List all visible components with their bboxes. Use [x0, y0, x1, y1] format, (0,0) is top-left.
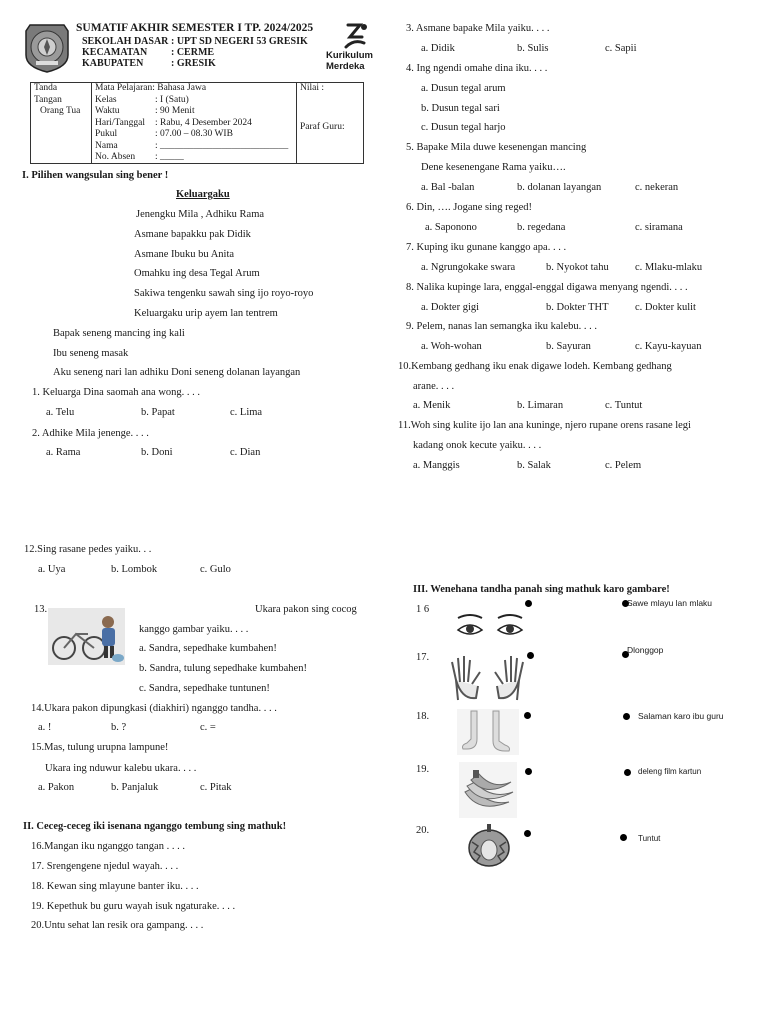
q13-option-b[interactable]: b. Sandra, tulung sepedhake kumbahen! [139, 663, 307, 674]
q2-option-a[interactable]: a. Rama [46, 447, 81, 458]
q4-option-a[interactable]: a. Dusun tegal arum [421, 83, 506, 94]
match-number-17: 17. [416, 652, 430, 663]
question-2: 2. Adhike Mila jenenge. . . . [32, 428, 149, 439]
kecamatan-label: KECAMATAN [82, 47, 148, 58]
question-11-cont: kadang onok kecute yaiku. . . . [413, 440, 542, 451]
question-14: 14.Ukara pakon dipungkasi (diakhiri) nganggo tandha. . . . [31, 703, 277, 714]
q10-option-b[interactable]: b. Limaran [517, 400, 564, 411]
match-dot-left[interactable] [525, 600, 532, 607]
story-line: Keluargaku urip ayem lan tentrem [134, 308, 278, 319]
q14-option-a[interactable]: a. ! [38, 722, 52, 733]
q8-option-a[interactable]: a. Dokter gigi [421, 302, 480, 313]
q12-option-c[interactable]: c. Gulo [200, 564, 231, 575]
question-4: 4. Ing ngendi omahe dina iku. . . . [406, 63, 548, 74]
q6-option-b[interactable]: b. regedana [517, 222, 566, 233]
section3-title: III. Wenehana tandha panah sing mathuk karo gambare! [413, 584, 670, 595]
story-title: Keluargaku [176, 189, 230, 200]
question-10: 10.Kembang gedhang iku enak digawe lodeh. Kembang gedhang [398, 361, 672, 372]
student-info-table [30, 82, 364, 164]
q6-option-a[interactable]: a. Saponono [425, 222, 477, 233]
q7-option-a[interactable]: a. Ngrungokake swara [421, 262, 516, 273]
q14-option-c[interactable]: c. = [200, 722, 216, 733]
question-15-cont: Ukara ing nduwur kalebu ukara. . . . [45, 763, 197, 774]
q15-option-a[interactable]: a. Pakon [38, 782, 75, 793]
section2-title: II. Ceceg-ceceg iki isenana nganggo tembung sing mathuk! [23, 821, 287, 832]
feet-icon [457, 709, 519, 755]
q5-option-b[interactable]: b. dolanan layangan [517, 182, 602, 193]
story-line: Omahku ing desa Tegal Arum [134, 268, 260, 279]
q3-option-c[interactable]: c. Sapii [605, 43, 637, 54]
match-dot-right[interactable] [624, 769, 631, 776]
question-5: 5. Bapake Mila duwe kesenengan mancing [406, 142, 587, 153]
question-7: 7. Kuping iku gunane kanggo apa. . . . [406, 242, 567, 253]
fill-item-16[interactable]: 16.Mangan iku nganggo tangan . . . . [31, 841, 185, 852]
q3-option-b[interactable]: b. Sulis [517, 43, 549, 54]
q7-option-b[interactable]: b. Nyokot tahu [546, 262, 609, 273]
q1-option-c[interactable]: c. Lima [230, 407, 263, 418]
question-6: 6. Din, …. Jogane sing reged! [406, 202, 532, 213]
q12-option-a[interactable]: a. Uya [38, 564, 66, 575]
story-line: Sakiwa tengenku sawah sing ijo royo-royo [134, 288, 314, 299]
question-9: 9. Pelem, nanas lan semangka iku kalebu. . . . [406, 321, 597, 332]
question-13-cont: kanggo gambar yaiku. . . . [139, 624, 249, 635]
q15-option-c[interactable]: c. Pitak [200, 782, 232, 793]
eyes-icon [455, 612, 525, 642]
section1-title: I. Pilihen wangsulan sing bener ! [22, 170, 169, 181]
q1-option-b[interactable]: b. Papat [141, 407, 175, 418]
q4-option-c[interactable]: c. Dusun tegal harjo [421, 122, 506, 133]
match-dot-left[interactable] [527, 652, 534, 659]
match-dot-left[interactable] [525, 768, 532, 775]
match-dot-right[interactable] [623, 713, 630, 720]
school-value: : UPT SD NEGERI 53 GRESIK [171, 36, 308, 47]
question-1: 1. Keluarga Dina saomah ana wong. . . . [32, 387, 201, 398]
match-answer-2: Dlonggop [627, 645, 664, 655]
story-line: Aku seneng nari lan adhiku Doni seneng dolanan layangan [53, 367, 301, 378]
absen-field[interactable]: : _____ [155, 152, 184, 162]
question-13-number: 13. [34, 604, 48, 615]
match-answer-4: deleng film kartun [638, 767, 702, 776]
match-number-20: 20. [416, 825, 430, 836]
kecamatan-value: : CERME [171, 47, 215, 58]
match-dot-right[interactable] [620, 834, 627, 841]
score-cell: Nilai : Paraf Guru: [297, 83, 364, 164]
q1-option-a[interactable]: a. Telu [46, 407, 75, 418]
banana-icon [459, 762, 517, 818]
match-dot-left[interactable] [524, 712, 531, 719]
q9-option-c[interactable]: c. Kayu-kayuan [635, 341, 702, 352]
question-10-cont: arane. . . . [413, 381, 455, 392]
name-field[interactable]: : ___________________________ [155, 140, 289, 151]
parent-signature-cell: Tanda Tangan Orang Tua [31, 83, 92, 164]
q6-option-c[interactable]: c. siramana [635, 222, 683, 233]
q5-option-a[interactable]: a. Bal -balan [421, 182, 475, 193]
q13-option-c[interactable]: c. Sandra, sepedhake tuntunen! [139, 683, 270, 694]
fill-item-19[interactable]: 19. Kepethuk bu guru wayah isuk ngaturake. . . . [31, 901, 236, 912]
match-number-16: 1 6 [416, 604, 430, 615]
match-number-19: 19. [416, 764, 430, 775]
match-number-18: 18. [416, 711, 430, 722]
fill-item-18[interactable]: 18. Kewan sing mlayune banter iku. . . . [31, 881, 199, 892]
question-13: Ukara pakon sing cocog [255, 604, 357, 615]
q15-option-b[interactable]: b. Panjaluk [111, 782, 159, 793]
story-line: Bapak seneng mancing ing kali [53, 328, 185, 339]
question-5-cont: Dene kesenengane Rama yaiku…. [421, 162, 566, 173]
q4-option-b[interactable]: b. Dusun tegal sari [421, 103, 500, 114]
question-15: 15.Mas, tulung urupna lampune! [31, 742, 169, 753]
q14-option-b[interactable]: b. ? [111, 722, 127, 733]
q5-option-c[interactable]: c. nekeran [635, 182, 679, 193]
q3-option-a[interactable]: a. Didik [421, 43, 455, 54]
fill-item-17[interactable]: 17. Srengengene njedul wayah. . . . [31, 861, 179, 872]
match-answer-5: Tuntut [638, 834, 661, 843]
kabupaten-label: KABUPATEN [82, 58, 144, 69]
q12-option-b[interactable]: b. Lombok [111, 564, 158, 575]
q9-option-a[interactable]: a. Woh-wohan [421, 341, 482, 352]
kabupaten-value: : GRESIK [171, 58, 216, 69]
q11-option-b[interactable]: b. Salak [517, 460, 551, 471]
school-logo [22, 21, 72, 73]
q11-option-c[interactable]: c. Pelem [605, 460, 642, 471]
question-11: 11.Woh sing kulite ijo lan ana kuninge, njero rupane orens rasane legi [398, 420, 691, 431]
hands-icon [450, 652, 525, 702]
q2-option-b[interactable]: b. Doni [141, 447, 173, 458]
match-answer-1: Sawe mlayu lan mlaku [627, 598, 713, 608]
q7-option-c[interactable]: c. Mlaku-mlaku [635, 262, 703, 273]
match-answer-3: Salaman karo ibu guru [638, 711, 724, 721]
bicycle-washing-picture [48, 608, 125, 665]
story-line: Jenengku Mila , Adhiku Rama [136, 209, 265, 220]
exam-title: SUMATIF AKHIR SEMESTER I TP. 2024/2025 [76, 22, 314, 34]
kurikulum-merdeka-logo: Kurikulum Merdeka [326, 21, 386, 71]
story-line: Asmane bapakku pak Didik [134, 229, 251, 240]
q8-option-b[interactable]: b. Dokter THT [546, 302, 609, 313]
story-line: Ibu seneng masak [53, 348, 129, 359]
school-label: SEKOLAH DASAR [82, 36, 169, 47]
q9-option-b[interactable]: b. Sayuran [546, 341, 591, 352]
q2-option-c[interactable]: c. Dian [230, 447, 261, 458]
q10-option-c[interactable]: c. Tuntut [605, 400, 643, 411]
q11-option-a[interactable]: a. Manggis [413, 460, 460, 471]
question-8: 8. Nalika kupinge lara, enggal-enggal digawa menyang ngendi. . . . [406, 282, 688, 293]
exam-details-cell: Mata Pelajaran: Bahasa Jawa Kelas : I (Satu) Waktu : 90 Menit Hari/Tanggal : Rabu, 4 Desember 2024 Pukul : 07.00 – 08.30 WIB Nama : ___________________________ No. Absen : _____ [92, 83, 297, 164]
q10-option-a[interactable]: a. Menik [413, 400, 451, 411]
q8-option-c[interactable]: c. Dokter kulit [635, 302, 696, 313]
match-dot-left[interactable] [524, 830, 531, 837]
story-line: Asmane Ibuku bu Anita [134, 249, 235, 260]
question-3: 3. Asmane bapake Mila yaiku. . . . [406, 23, 550, 34]
fill-item-20[interactable]: 20.Untu sehat lan resik ora gampang. . . . [31, 920, 204, 931]
question-12: 12.Sing rasane pedes yaiku. . . [24, 544, 152, 555]
q13-option-a[interactable]: a. Sandra, sepedhake kumbahen! [139, 643, 277, 654]
durian-icon [462, 822, 516, 872]
